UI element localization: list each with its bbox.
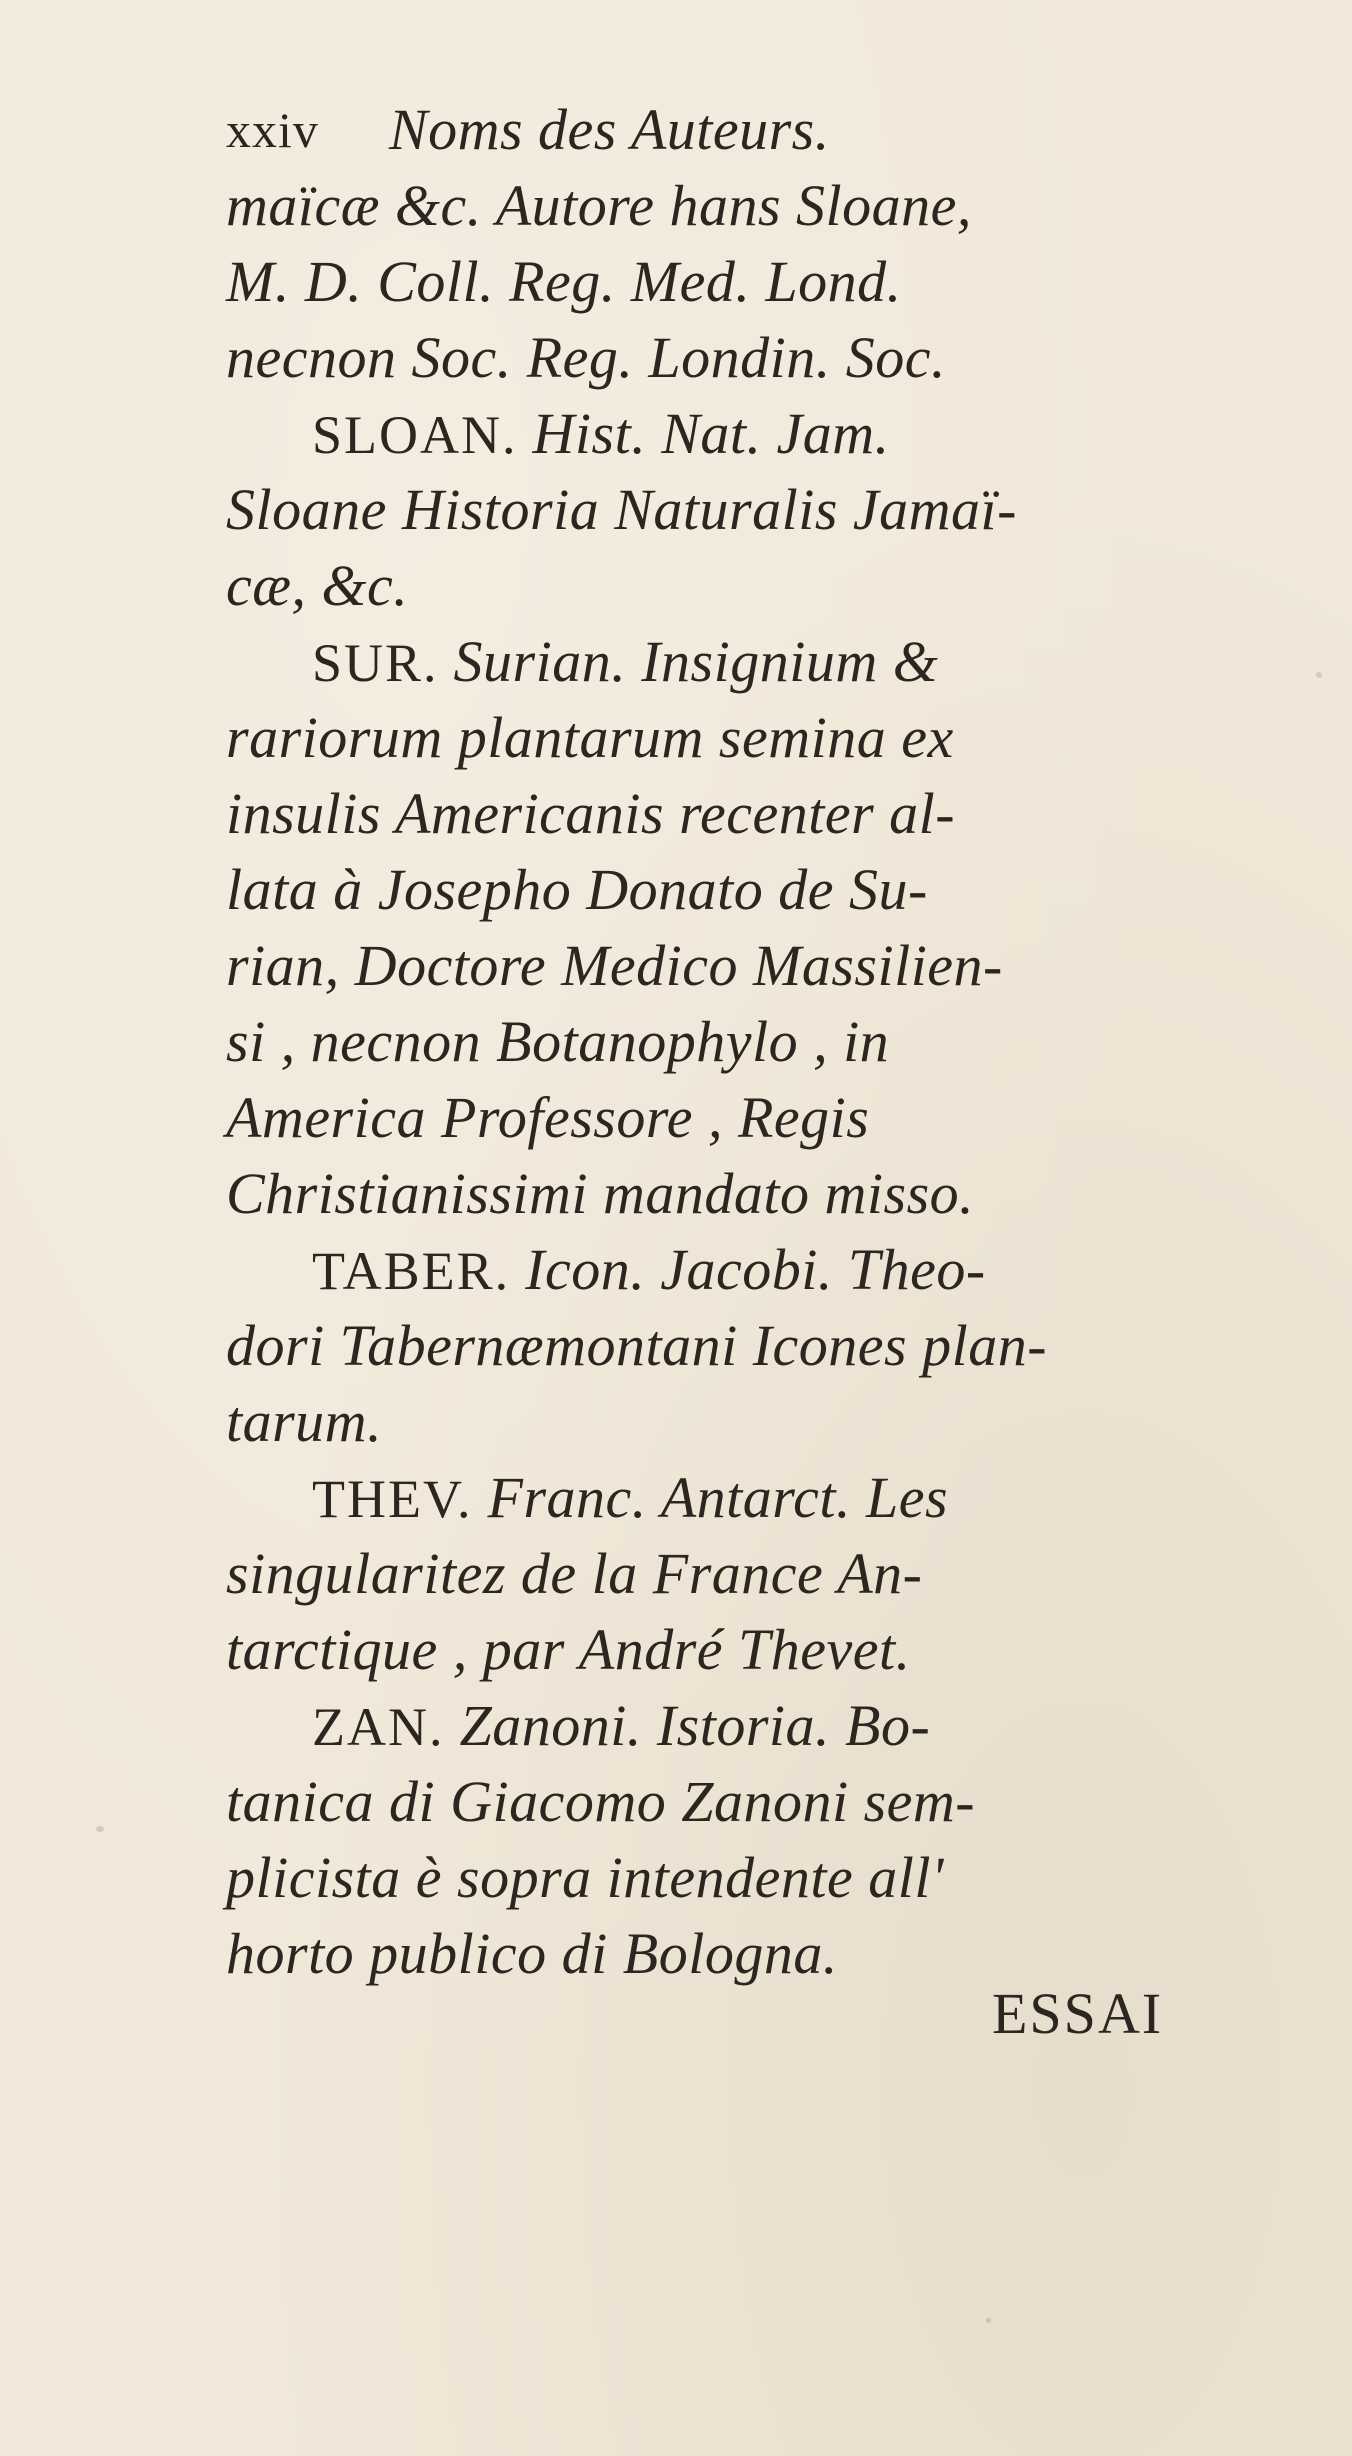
entry-abbreviation: SLOAN. — [312, 405, 518, 465]
text-line — [226, 776, 1236, 852]
entry-abbreviation: TABER. — [312, 1241, 511, 1301]
text-line-content: horto publico di Bologna. — [226, 1921, 838, 1986]
text-line-content: si , necnon Botanophylo , in — [226, 1009, 890, 1074]
text-line-content: America Professore , Regis — [226, 1085, 870, 1150]
text-line-content: tarum. — [226, 1389, 383, 1454]
entry-heading-line — [226, 624, 1236, 700]
text-line-content: lata à Josepho Donato de Su- — [226, 857, 928, 922]
text-line — [226, 472, 1236, 548]
text-line-content: M. D. Coll. Reg. Med. Lond. — [226, 249, 902, 314]
text-line — [226, 1308, 1236, 1384]
foxing-spot — [96, 1826, 104, 1832]
text-line-content: cæ, &c. — [226, 553, 409, 618]
text-line — [226, 1004, 1236, 1080]
entry-heading-line — [226, 1688, 1236, 1764]
text-line-content: necnon Soc. Reg. Londin. Soc. — [226, 325, 947, 390]
text-line-content: singularitez de la France An- — [226, 1541, 923, 1606]
text-line-content: maïcæ &c. Autore hans Sloane, — [226, 173, 972, 238]
entry-heading-line — [226, 1232, 1236, 1308]
text-line-content: plicista è sopra intendente all' — [226, 1845, 944, 1910]
entry-title: Franc. Antarct. Les — [487, 1465, 949, 1530]
text-line — [226, 852, 1236, 928]
text-line — [226, 700, 1236, 776]
running-head — [226, 92, 1236, 168]
text-line — [226, 548, 1236, 624]
text-line-content: tanica di Giacomo Zanoni sem- — [226, 1769, 976, 1834]
text-line — [226, 1156, 1236, 1232]
entry-abbreviation: SUR. — [312, 633, 439, 693]
text-line — [226, 1536, 1236, 1612]
entry-title: Icon. Jacobi. Theo- — [525, 1237, 986, 1302]
text-line — [226, 1080, 1236, 1156]
entry-title: Surian. Insignium & — [453, 629, 939, 694]
entry-heading-line — [226, 396, 1236, 472]
entry-title: Zanoni. Istoria. Bo- — [459, 1693, 931, 1758]
foxing-spot — [1316, 672, 1322, 678]
text-line — [226, 1612, 1236, 1688]
text-line-content: tarctique , par André Thevet. — [226, 1617, 911, 1682]
text-line — [226, 1384, 1236, 1460]
text-line-content: rian, Doctore Medico Massilien- — [226, 933, 1003, 998]
catchword: ESSAI — [992, 1981, 1164, 2046]
text-line-content: rariorum plantarum semina ex — [226, 705, 954, 770]
text-line — [226, 1840, 1236, 1916]
text-line — [226, 244, 1236, 320]
text-line-content: dori Tabernæmontani Icones plan- — [226, 1313, 1048, 1378]
page-number: xxiv — [226, 102, 319, 158]
text-line-content: insulis Americanis recenter al- — [226, 781, 956, 846]
entry-title: Hist. Nat. Jam. — [532, 401, 890, 466]
text-line-content: Christianissimi mandato misso. — [226, 1161, 975, 1226]
text-line-content: Sloane Historia Naturalis Jamaï- — [226, 477, 1017, 542]
entry-heading-line — [226, 1460, 1236, 1536]
running-title: Noms des Auteurs. — [388, 97, 830, 162]
text-line — [226, 320, 1236, 396]
entry-abbreviation: THEV. — [312, 1469, 473, 1529]
text-line — [226, 1764, 1236, 1840]
text-line — [226, 928, 1236, 1004]
text-line — [226, 168, 1236, 244]
text-block — [226, 92, 1236, 1992]
entry-abbreviation: ZAN. — [312, 1697, 445, 1757]
foxing-spot — [986, 2318, 991, 2323]
